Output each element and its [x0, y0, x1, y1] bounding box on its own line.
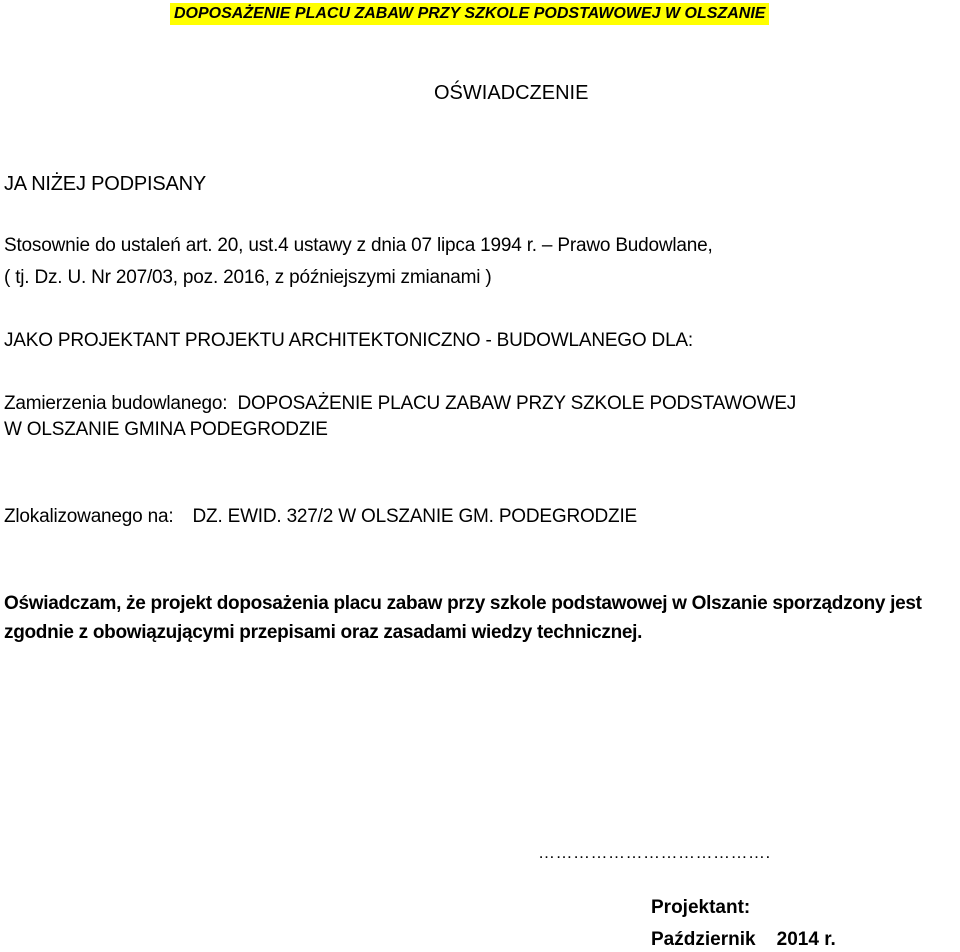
location-value: DZ. EWID. 327/2 W OLSZANIE GM. PODEGRODZIE	[192, 506, 638, 527]
project-name-line-2: W OLSZANIE GMINA PODEGRODZIE	[4, 419, 328, 440]
role-statement: JAKO PROJEKTANT PROJEKTU ARCHITEKTONICZNO - BUDOWLANEGO DLA:	[4, 330, 693, 351]
signature-date: Październik 2014 r.	[651, 929, 836, 950]
project-label: Zamierzenia budowlanego:	[4, 393, 228, 414]
document-title: OŚWIADCZENIE	[434, 82, 589, 104]
undersigned-heading: JA NIŻEJ PODPISANY	[4, 173, 207, 195]
legal-basis-line-1: Stosownie do ustaleń art. 20, ust.4 ustawy z dnia 07 lipca 1994 r. – Prawo Budowlane,	[4, 235, 713, 256]
location-label: Zlokalizowanego na:	[4, 506, 174, 527]
location-line	[4, 505, 637, 529]
header-banner: DOPOSAŻENIE PLACU ZABAW PRZY SZKOLE PODSTAWOWEJ W OLSZANIE	[170, 3, 769, 25]
declaration-line-2: zgodnie z obowiązującymi przepisami oraz zasadami wiedzy technicznej.	[4, 622, 643, 643]
project-name-line-1: DOPOSAŻENIE PLACU ZABAW PRZY SZKOLE PODSTAWOWEJ	[237, 393, 797, 414]
signature-line: ………………………………….	[538, 843, 771, 862]
signature-label: Projektant:	[651, 897, 751, 918]
declaration-line-1: Oświadczam, że projekt doposażenia placu zabaw przy szkole podstawowej w Olszanie sporządzony jest	[4, 593, 922, 614]
project-line-1	[4, 392, 796, 416]
legal-basis-line-2: ( tj. Dz. U. Nr 207/03, poz. 2016, z późniejszymi zmianami )	[4, 267, 492, 288]
